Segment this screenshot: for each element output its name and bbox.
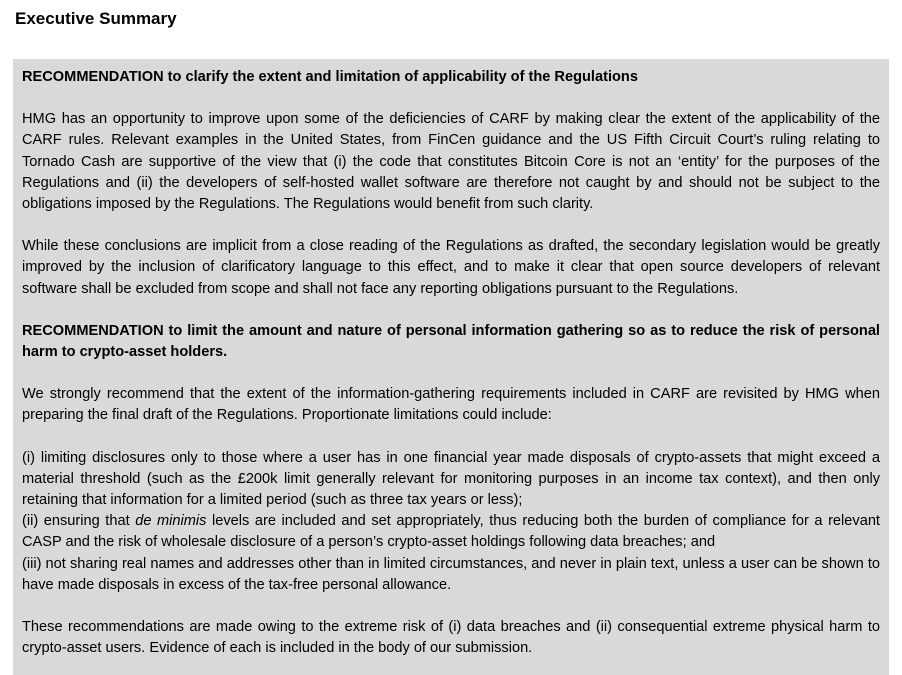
limitation-item-i: (i) limiting disclosures only to those where a user has in one financial year made disposals of crypto-assets that might exceed a material threshold (such as the £200k limit generally relevant for monitoring purposes in an income tax context), and then only retaining that information for a limited period (such as three tax years or less);	[22, 449, 880, 509]
limitation-item-iii: (iii) not sharing real names and addresses other than in limited circumstances, and never in plain text, unless a user can be shown to have made disposals in excess of the tax-free personal allowance.	[22, 555, 880, 593]
limitation-ii-italic-term: de minimis	[135, 513, 207, 530]
limitation-ii-text-start: (ii) ensuring that	[22, 513, 136, 530]
recommendation-1-paragraph-1: HMG has an opportunity to improve upon some of the deficiencies of CARF by making clear the extent of the applicability of the CARF rules. Relevant examples in the United States, from FinCen guidance and the US Fifth Circuit Court’s ruling relating to Tornado Cash are supportive of the view that (i) the code that constitutes Bitcoin Core is not an ‘entity’ for the purposes of the Regulations and (ii) the developers of self-hosted wallet software are therefore not caught by and should not be subject to the obligations imposed by the Regulations. The Regulations would benefit from such clarity.	[22, 111, 880, 213]
closing-paragraph: These recommendations are made owing to the extreme risk of (i) data breaches and (ii) consequential extreme physical harm to crypto-asset users. Evidence of each is included in the body of our submission.	[22, 619, 880, 657]
limitation-item-ii	[22, 511, 880, 553]
recommendation-1-paragraph-2: While these conclusions are implicit from a close reading of the Regulations as drafted, the secondary legislation would be greatly improved by the inclusion of clarificatory language to this effect, and to make it clear that open source developers of relevant software shall be excluded from scope and shall not face any reporting obligations pursuant to the Regulations.	[22, 238, 880, 297]
recommendation-2-paragraph-1: We strongly recommend that the extent of the information-gathering requirements included in CARF are revisited by HMG when preparing the final draft of the Regulations. Proportionate limitations could include:	[22, 386, 880, 424]
recommendation-2-heading: RECOMMENDATION to limit the amount and nature of personal information gathering so as to reduce the risk of personal harm to crypto-asset holders.	[22, 322, 880, 361]
page-title: Executive Summary	[15, 9, 177, 28]
recommendation-1-heading: RECOMMENDATION to clarify the extent and limitation of applicability of the Regulations	[22, 69, 638, 85]
limitation-ii-text-end: levels are included and set appropriately, thus reducing both the burden of compliance for a relevant CASP and the risk of wholesale disclosure of a person’s crypto-asset holdings following data breaches; and	[22, 513, 880, 551]
executive-summary-box	[13, 59, 889, 675]
